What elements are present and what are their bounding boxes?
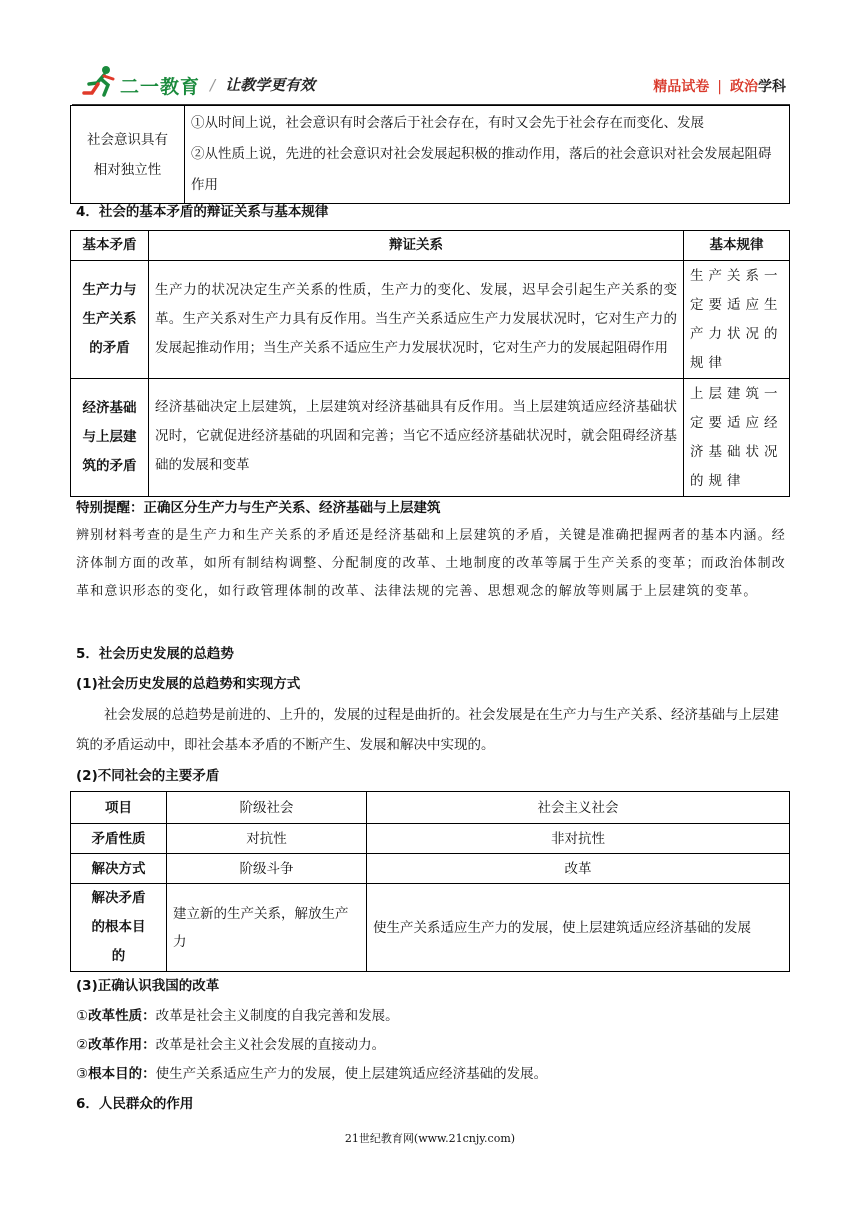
t3-header-socialist: 社会主义社会 (367, 792, 790, 824)
slogan: / 让教学更有效 (210, 76, 316, 94)
t2-row2-relation: 经济基础决定上层建筑，上层建筑对经济基础具有反作用。当上层建筑适应经济基础状况时，它就促进经济基础的巩固和完善；当它不适应经济基础状况时，就会阻碍经济基础的发展和变革 (149, 379, 684, 497)
reform-item-3 (76, 1060, 788, 1088)
exam-label: 精品试卷 (653, 79, 710, 95)
reform-num-1: ① (76, 1008, 89, 1024)
t2-row2-law: 上层建筑一定要适应经济基础状况的规律 (684, 379, 790, 497)
reform-label-1: 改革性质： (88, 1008, 156, 1024)
t2-header-law: 基本规律 (684, 231, 790, 261)
reform-num-3: ③ (76, 1066, 89, 1082)
header-right (653, 76, 786, 96)
t3-row2-item: 解决方式 (71, 854, 167, 884)
page-footer: 21世纪教育网(www.21cnjy.com) (344, 1132, 516, 1145)
table1-line-1: ①从时间上说，社会意识有时会落后于社会存在，有时又会先于社会存在而变化、发展 (191, 115, 704, 131)
reform-label-3: 根本目的： (88, 1066, 156, 1082)
t2-row1-law: 生产关系一定要适应生产力状况的规律 (684, 261, 790, 379)
section5-para1: 社会发展的总趋势是前进的、上升的，发展的过程是曲折的。社会发展是在生产力与生产关系、经济基础与上层建筑的矛盾运动中，即社会基本矛盾的不断产生、发展和解决中实现的。 (76, 707, 779, 753)
t3-row3-class: 建立新的生产关系，解放生产力 (167, 884, 367, 972)
tip-title: 特别提醒：正确区分生产力与生产关系、经济基础与上层建筑 (76, 500, 441, 516)
reform-text-3: 使生产关系适应生产力的发展，使上层建筑适应经济基础的发展。 (155, 1066, 548, 1082)
page-header (72, 62, 786, 104)
t2-row1-name: 生产力与生产关系的矛盾 (71, 261, 149, 379)
t2-header-relation: 辩证关系 (149, 231, 684, 261)
header-separator: | (717, 79, 722, 95)
consciousness-table (70, 105, 790, 204)
slogan-text: 让教学更有效 (225, 76, 316, 94)
section5-sub3: (3)正确认识我国的改革 (76, 978, 220, 994)
runner-logo-icon (80, 64, 120, 98)
table1-label: 社会意识具有相对独立性 (71, 106, 185, 204)
t3-row1-class: 对抗性 (167, 824, 367, 854)
tip-body: 辨别材料考查的是生产力和生产关系的矛盾还是经济基础和上层建筑的矛盾，关键是准确把握两者的基本内涵。经济体制方面的改革，如所有制结构调整、分配制度的改革、土地制度的改革等属于生产关系的变革；而政治体制改革和意识形态的变化，如行政管理体制的改革、法律法规的完善、思想观念的解放等则属于上层建筑的变革。 (76, 528, 787, 599)
reform-text-2: 改革是社会主义社会发展的直接动力。 (155, 1037, 386, 1053)
t3-row2-class: 阶级斗争 (167, 854, 367, 884)
t3-row2-socialist: 改革 (367, 854, 790, 884)
t2-header-contradiction: 基本矛盾 (71, 231, 149, 261)
table1-line-2: ②从性质上说，先进的社会意识对社会发展起积极的推动作用，落后的社会意识对社会发展起阻碍作用 (191, 146, 772, 193)
t3-row1-item: 矛盾性质 (71, 824, 167, 854)
logo-text: 二一教育 (120, 76, 201, 98)
section4-title: 4．社会的基本矛盾的辩证关系与基本规律 (76, 204, 329, 220)
reform-num-2: ② (76, 1037, 89, 1053)
basic-contradiction-table (70, 230, 790, 497)
t2-row2-name: 经济基础与上层建筑的矛盾 (71, 379, 149, 497)
t3-row3-socialist: 使生产关系适应生产力的发展，使上层建筑适应经济基础的发展 (367, 884, 790, 972)
t3-row1-socialist: 非对抗性 (367, 824, 790, 854)
table1-content (185, 106, 790, 204)
section6-title: 6．人民群众的作用 (76, 1096, 194, 1112)
section5-sub1: (1)社会历史发展的总趋势和实现方式 (76, 676, 301, 692)
t3-header-class: 阶级社会 (167, 792, 367, 824)
t3-header-item: 项目 (71, 792, 167, 824)
subject-red: 政治 (730, 79, 758, 95)
subject-black: 学科 (758, 79, 786, 95)
section5-title: 5．社会历史发展的总趋势 (76, 646, 234, 662)
reform-item-2 (76, 1031, 788, 1059)
t2-row1-relation: 生产力的状况决定生产关系的性质，生产力的变化、发展，迟早会引起生产关系的变革。生产关系对生产力具有反作用。当生产关系适应生产力发展状况时，它对生产力的发展起推动作用；当生产关系不适应生产力发展状况时，它对生产力的发展起阻碍作用 (149, 261, 684, 379)
section5-sub2: (2)不同社会的主要矛盾 (76, 768, 220, 784)
reform-text-1: 改革是社会主义制度的自我完善和发展。 (155, 1008, 399, 1024)
t3-row3-item: 解决矛盾的根本目的 (71, 884, 167, 972)
reform-label-2: 改革作用： (88, 1037, 156, 1053)
social-contradiction-table (70, 791, 790, 972)
reform-item-1 (76, 1002, 788, 1030)
